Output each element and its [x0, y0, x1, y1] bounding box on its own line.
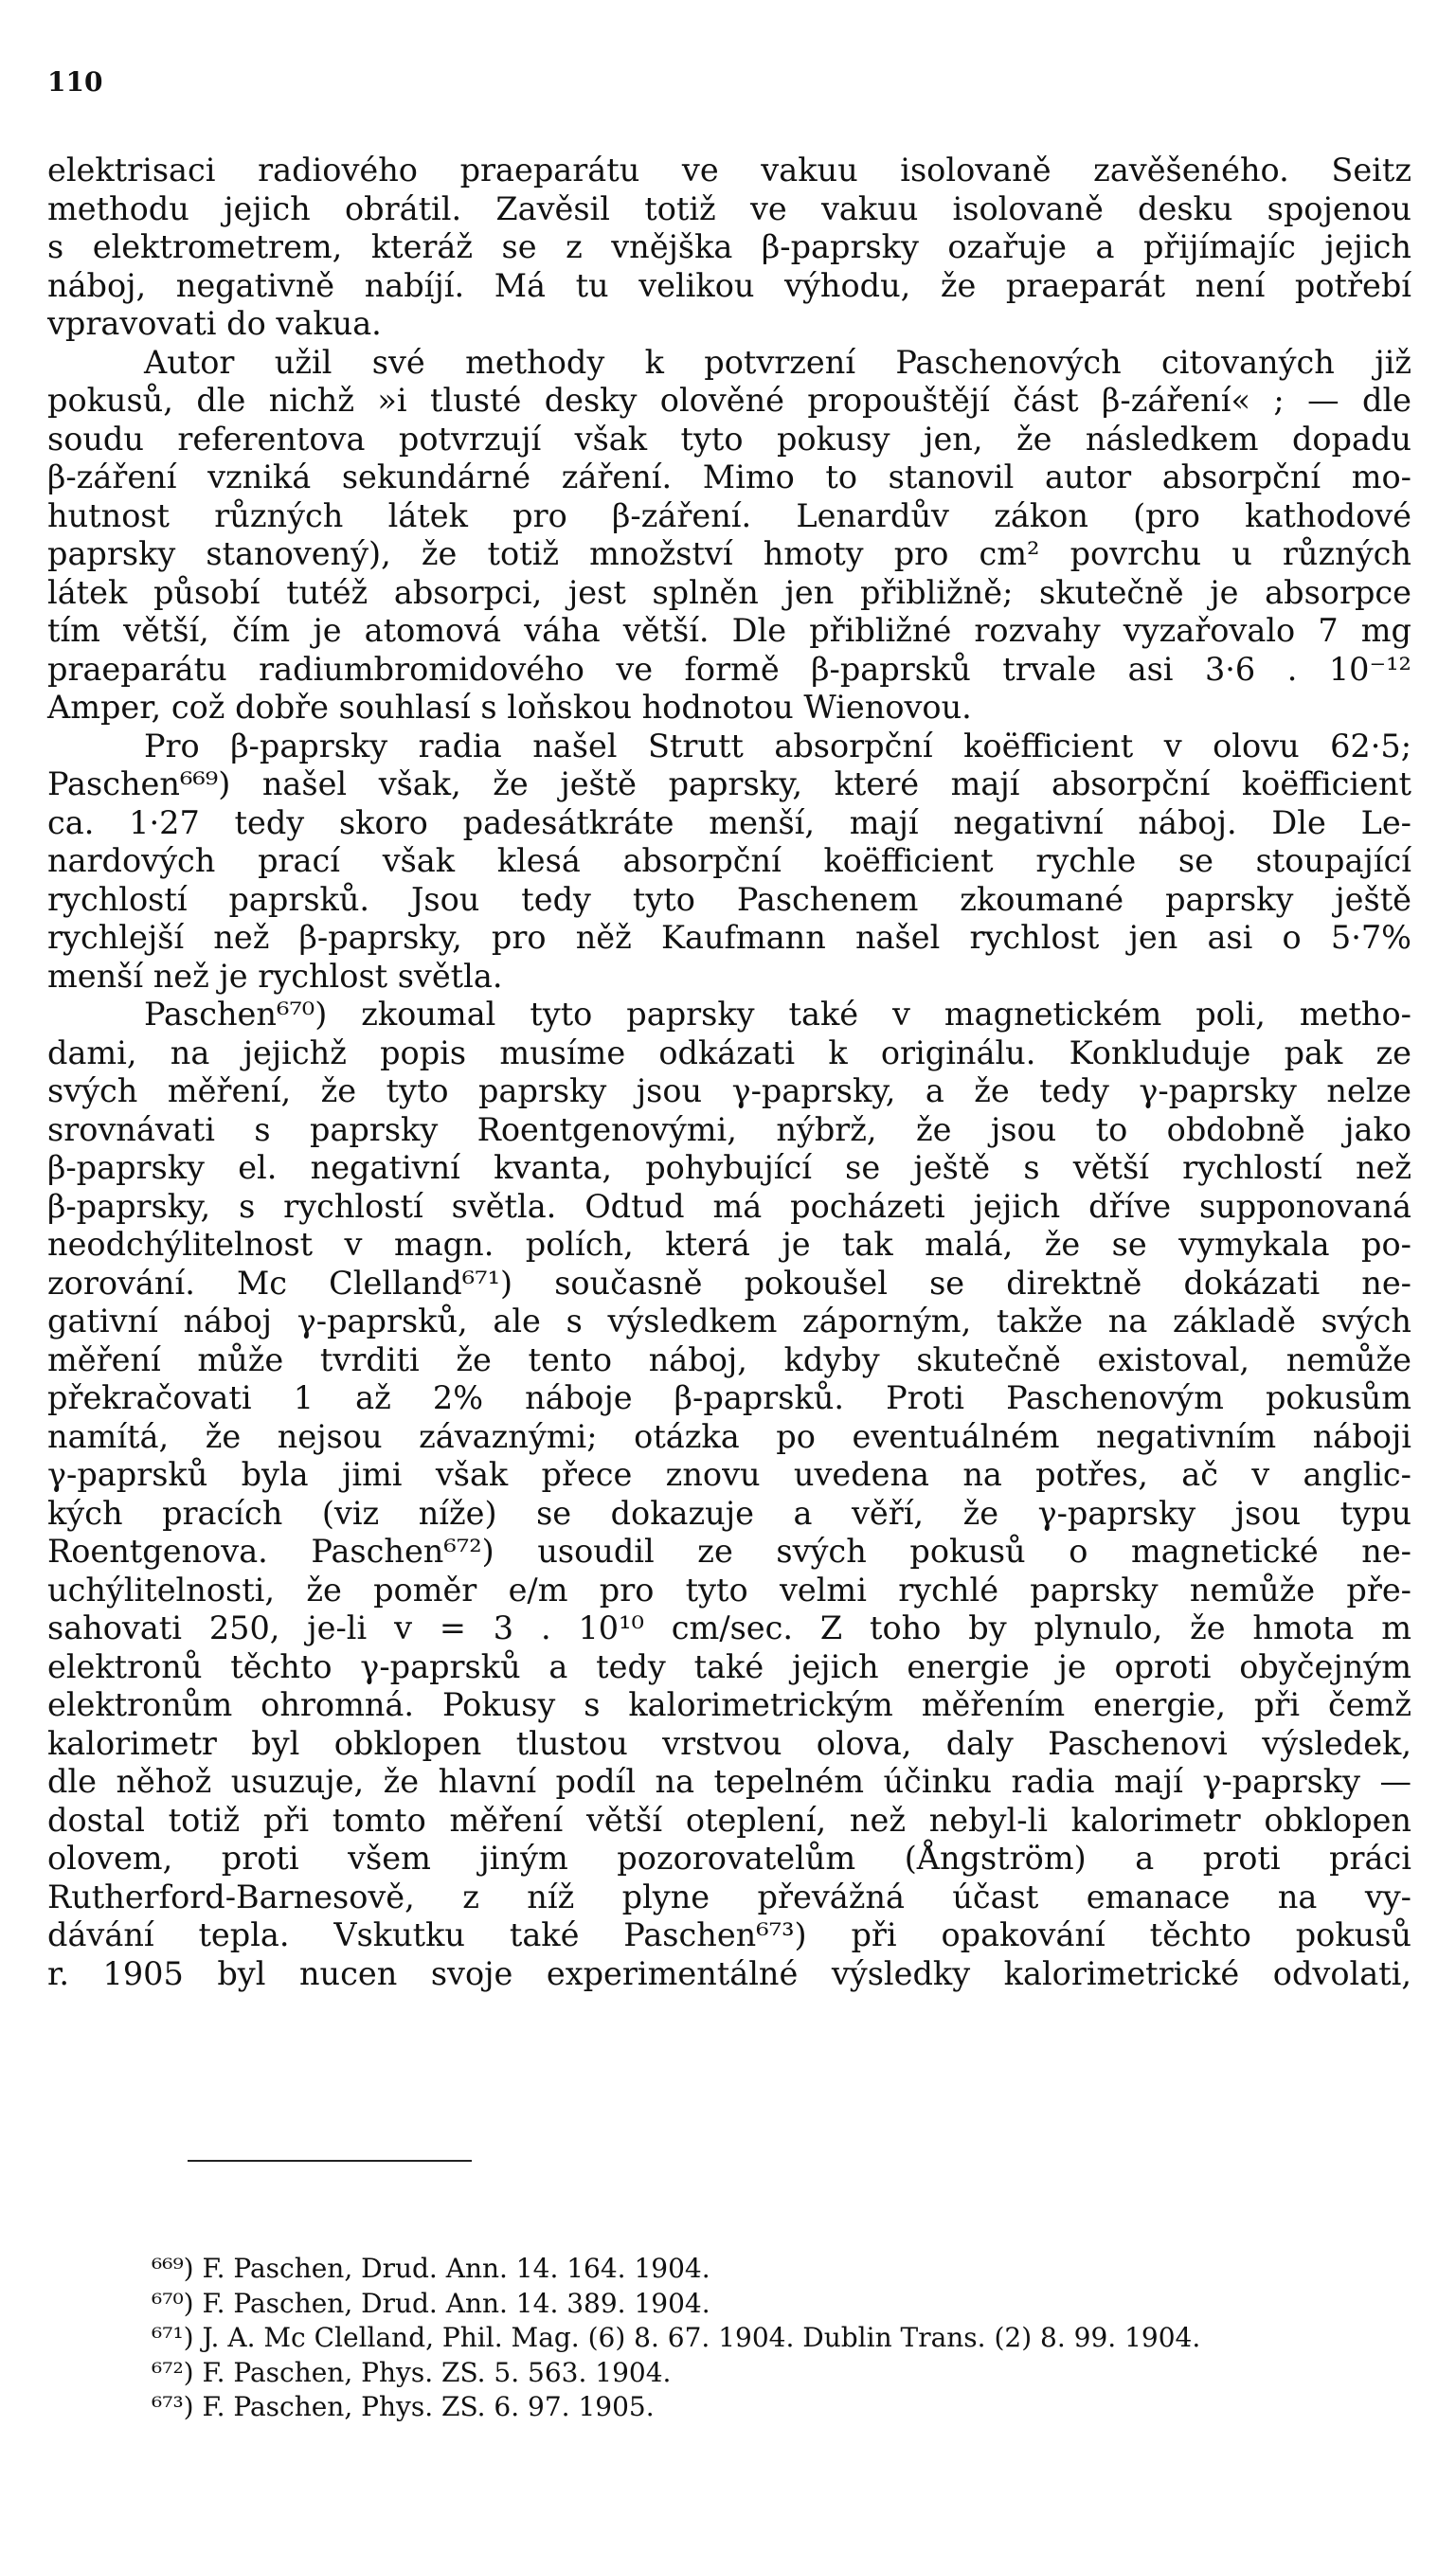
text-line: neodchýlitelnost v magn. polích, která je tak malá, že se vymykala po-: [47, 1226, 1411, 1263]
text-line: uchýlitelnosti, že poměr e/m pro tyto velmi rychlé paprsky nemůže pře-: [47, 1571, 1411, 1609]
text-line: menší než je rychlost světla.: [47, 957, 503, 995]
text-line: vpravovati do vakua.: [47, 305, 382, 342]
text-line: rychlostí paprsků. Jsou tedy tyto Paschenem zkoumané paprsky ještě: [47, 880, 1411, 918]
text-line: gativní náboj γ-paprsků, ale s výsledkem záporným, takže na základě svých: [47, 1303, 1411, 1339]
text-line: tím větší, čím je atomová váha větší. Dle přibližné rozvahy vyzařovalo 7 mg: [47, 612, 1411, 649]
text-line: kalorimetr byl obklopen tlustou vrstvou olova, daly Paschenovi výsledek,: [47, 1724, 1411, 1762]
text-line: kých pracích (viz níže) se dokazuje a věří, že γ-paprsky jsou typu: [47, 1494, 1411, 1532]
text-line: methodu jejich obrátil. Zavěsil totiž ve vakuu isolovaně desku spojenou: [47, 189, 1411, 227]
text-line: pokusů, dle nichž »i tlusté desky olověné propouštějí část β-záření« ; — dle: [47, 382, 1411, 419]
text-line: elektronů těchto γ-paprsků a tedy také jejich energie je oproti obyčejným: [47, 1647, 1411, 1685]
text-line: hutnost různých látek pro β-záření. Lenardův zákon (pro kathodové: [47, 496, 1411, 534]
page-number: 110: [47, 66, 103, 98]
text-line: olovem, proti všem jiným pozorovatelům (Ångström) a proti práci: [47, 1840, 1411, 1877]
text-line: paprsky stanovený), že totiž množství hmoty pro cm² povrchu u různých: [47, 535, 1411, 572]
footnote-divider: [188, 2160, 472, 2162]
text-line: dle něhož usuzuje, že hlavní podíl na tepelném účinku radia mají γ-paprsky —: [47, 1763, 1411, 1800]
body-text: [47, 152, 1411, 1993]
text-line: měření může tvrditi že tento náboj, kdyby skutečně existoval, nemůže: [47, 1340, 1411, 1378]
footnote: ⁶⁷¹) J. A. Mc Clelland, Phil. Mag. (6) 8. 67. 1904. Dublin Trans. (2) 8. 99. 1904.: [152, 2322, 1201, 2353]
text-line: Paschen⁶⁷⁰) zkoumal tyto paprsky také v magnetickém poli, metho-: [144, 996, 1411, 1033]
text-line: náboj, negativně nabíjí. Má tu velikou výhodu, že praeparát není potřebí: [47, 266, 1411, 304]
text-line: ca. 1·27 tedy skoro padesátkráte menší, mají negativní náboj. Dle Le-: [47, 803, 1411, 841]
footnotes: [152, 2252, 1421, 2425]
footnote: ⁶⁶⁹) F. Paschen, Drud. Ann. 14. 164. 1904.: [152, 2253, 710, 2284]
text-line: r. 1905 byl nucen svoje experimentálné výsledky kalorimetrické odvolati,: [47, 1954, 1411, 1992]
text-line: dami, na jejichž popis musíme odkázati k originálu. Konkluduje pak ze: [47, 1034, 1411, 1071]
text-line: soudu referentova potvrzují však tyto pokusy jen, že následkem dopadu: [47, 420, 1411, 458]
text-line: namítá, že nejsou závaznými; otázka po eventuálném negativním náboji: [47, 1417, 1411, 1455]
text-line: Autor užil své methody k potvrzení Paschenových citovaných již: [144, 343, 1411, 381]
text-line: sahovati 250, je-li v = 3 . 10¹⁰ cm/sec. Z toho by plynulo, že hmota m: [47, 1609, 1411, 1646]
text-line: Amper, což dobře souhlasí s loňskou hodnotou Wienovou.: [47, 689, 972, 726]
text-line: elektrisaci radiového praeparátu ve vakuu isolovaně zavěšeného. Seitz: [47, 152, 1411, 189]
text-line: srovnávati s paprsky Roentgenovými, nýbrž, že jsou to obdobně jako: [47, 1110, 1411, 1148]
text-line: nardových prací však klesá absorpční koëfficient rychle se stoupající: [47, 842, 1411, 879]
footnote: ⁶⁷⁰) F. Paschen, Drud. Ann. 14. 389. 1904.: [152, 2287, 710, 2319]
footnote: ⁶⁷²) F. Paschen, Phys. ZS. 5. 563. 1904.: [152, 2356, 672, 2388]
text-line: dávání tepla. Vskutku také Paschen⁶⁷³) při opakování těchto pokusů: [47, 1916, 1411, 1953]
text-line: β-záření vzniká sekundárné záření. Mimo to stanovil autor absorpční mo-: [47, 458, 1411, 495]
text-line: překračovati 1 až 2% náboje β-paprsků. Proti Paschenovým pokusům: [47, 1379, 1411, 1416]
text-line: s elektrometrem, kteráž se z vnějška β-paprsky ozařuje a přijímajíc jejich: [47, 228, 1411, 265]
text-line: γ-paprsků byla jimi však přece znovu uvedena na potřes, ač v anglic-: [47, 1456, 1411, 1493]
text-line: β-paprsky el. negativní kvanta, pohybující se ještě s větší rychlostí než: [47, 1149, 1411, 1186]
text-line: elektronům ohromná. Pokusy s kalorimetrickým měřením energie, při čemž: [47, 1686, 1411, 1723]
footnote: ⁶⁷³) F. Paschen, Phys. ZS. 6. 97. 1905.: [152, 2391, 655, 2422]
text-line: Roentgenova. Paschen⁶⁷²) usoudil ze svých pokusů o magnetické ne-: [47, 1533, 1411, 1570]
text-line: svých měření, že tyto paprsky jsou γ-paprsky, a že tedy γ-paprsky nelze: [47, 1072, 1411, 1109]
text-line: praeparátu radiumbromidového ve formě β-paprsků trvale asi 3·6 . 10⁻¹²: [47, 650, 1411, 688]
text-line: látek působí tutéž absorpci, jest splněn jen přibližně; skutečně je absorpce: [47, 573, 1411, 611]
text-line: rychlejší než β-paprsky, pro něž Kaufmann našel rychlost jen asi o 5·7%: [47, 919, 1411, 956]
text-line: dostal totiž při tomto měření větší oteplení, než nebyl-li kalorimetr obklopen: [47, 1801, 1411, 1839]
text-line: zorování. Mc Clelland⁶⁷¹) současně pokoušel se direktně dokázati ne-: [47, 1264, 1411, 1302]
text-line: Pro β-paprsky radia našel Strutt absorpční koëfficient v olovu 62·5;: [144, 727, 1411, 764]
text-line: Paschen⁶⁶⁹) našel však, že ještě paprsky, které mají absorpční koëfficient: [47, 765, 1411, 802]
text-line: Rutherford-Barnesově, z níž plyne převážná účast emanace na vy-: [47, 1878, 1411, 1915]
text-line: β-paprsky, s rychlostí světla. Odtud má pocházeti jejich dříve supponovaná: [47, 1187, 1411, 1225]
